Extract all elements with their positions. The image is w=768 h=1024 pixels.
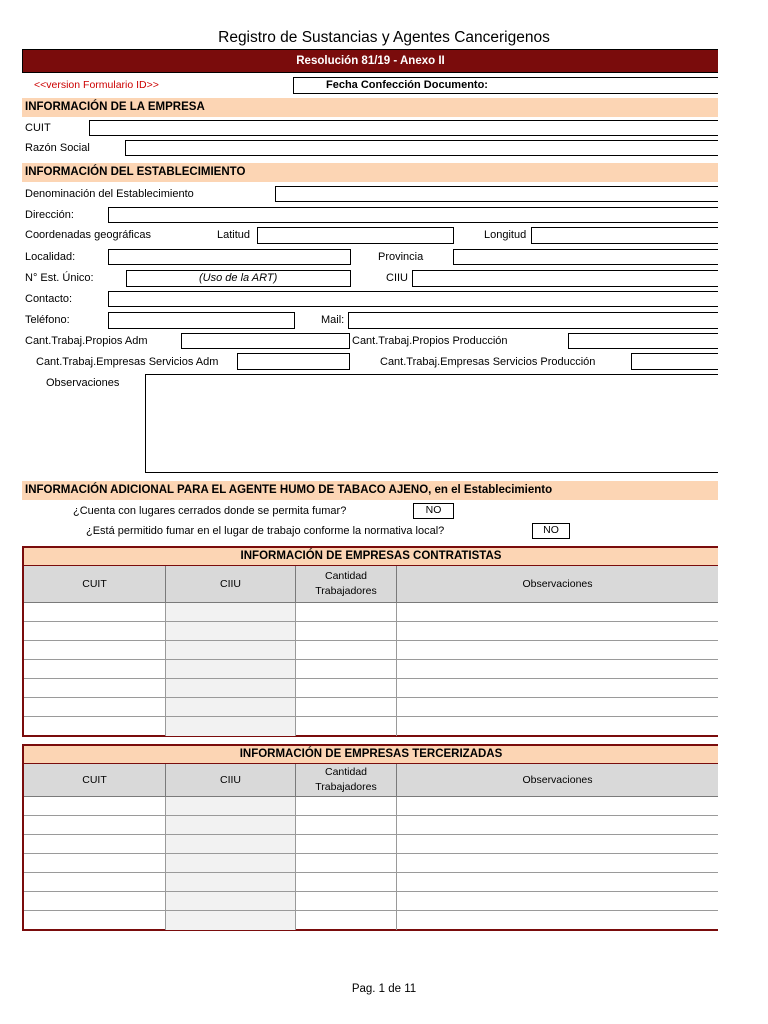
table-cell[interactable]: [296, 717, 397, 736]
coordenadas-label: Coordenadas geográficas: [25, 229, 151, 241]
table-cell[interactable]: [166, 816, 296, 834]
table-row: [24, 603, 718, 622]
table-cell[interactable]: [296, 641, 397, 659]
latitud-input[interactable]: [257, 227, 454, 244]
observaciones-input[interactable]: [145, 374, 718, 473]
longitud-label: Longitud: [484, 229, 527, 241]
table-cell[interactable]: [24, 816, 166, 834]
table-cell[interactable]: [397, 660, 718, 678]
direccion-label: Dirección:: [25, 209, 74, 221]
provincia-label: Provincia: [378, 251, 424, 263]
table-cell[interactable]: [166, 622, 296, 640]
table-cell[interactable]: [166, 911, 296, 930]
table-row: [24, 717, 718, 736]
table-cell[interactable]: [24, 797, 166, 815]
table-cell[interactable]: [166, 698, 296, 716]
table-cell[interactable]: [24, 660, 166, 678]
table-cell[interactable]: [24, 679, 166, 697]
table-row: [24, 797, 718, 816]
servicios-prod-input[interactable]: [631, 353, 718, 370]
table-cell[interactable]: [397, 622, 718, 640]
table-cell[interactable]: [296, 816, 397, 834]
denominacion-label: Denominación del Establecimiento: [25, 188, 194, 200]
col-ciiu: CIIU: [166, 566, 296, 602]
table-cell[interactable]: [397, 717, 718, 736]
fecha-field[interactable]: [293, 77, 718, 94]
table-cell[interactable]: [24, 892, 166, 910]
table-cell[interactable]: [397, 873, 718, 891]
table-cell[interactable]: [166, 797, 296, 815]
table-cell[interactable]: [24, 641, 166, 659]
table-cell[interactable]: [397, 679, 718, 697]
table-cell[interactable]: [397, 854, 718, 872]
ciiu-input[interactable]: [412, 270, 718, 287]
section-empresa: INFORMACIÓN DE LA EMPRESA: [22, 98, 718, 117]
table-cell[interactable]: [166, 873, 296, 891]
table-cell[interactable]: [397, 835, 718, 853]
tercerizadas-table: [22, 744, 718, 931]
table-cell[interactable]: [166, 854, 296, 872]
servicios-adm-input[interactable]: [237, 353, 350, 370]
table-cell[interactable]: [166, 835, 296, 853]
table-cell[interactable]: [24, 717, 166, 736]
mail-input[interactable]: [348, 312, 718, 329]
table-cell[interactable]: [166, 717, 296, 736]
table-cell[interactable]: [296, 873, 397, 891]
servicios-adm-label: Cant.Trabaj.Empresas Servicios Adm: [36, 356, 219, 368]
denominacion-input[interactable]: [275, 186, 718, 202]
cuit-label: CUIT: [25, 122, 51, 134]
col-observaciones: Observaciones: [522, 577, 593, 590]
cuit-input[interactable]: [89, 120, 718, 136]
propios-adm-input[interactable]: [181, 333, 350, 349]
table-cell[interactable]: [166, 679, 296, 697]
table-row: [24, 854, 718, 873]
servicios-prod-label: Cant.Trabaj.Empresas Servicios Producción: [380, 356, 596, 368]
section-establecimiento: INFORMACIÓN DEL ESTABLECIMIENTO: [22, 163, 718, 182]
table-cell[interactable]: [296, 911, 397, 930]
razon-social-input[interactable]: [125, 140, 718, 156]
contratistas-title: INFORMACIÓN DE EMPRESAS CONTRATISTAS: [24, 548, 718, 566]
table-row: [24, 816, 718, 835]
table-cell[interactable]: [24, 873, 166, 891]
table-cell[interactable]: [166, 603, 296, 621]
nest-input[interactable]: [126, 270, 351, 287]
page-number: Pag. 1 de 11: [351, 983, 417, 995]
nest-value: (Uso de la ART): [199, 272, 278, 284]
table-cell[interactable]: [397, 698, 718, 716]
col-cantidad: Cantidad Trabajadores: [296, 566, 397, 602]
table-cell[interactable]: [296, 698, 397, 716]
table-cell[interactable]: [296, 797, 397, 815]
table-cell[interactable]: [296, 892, 397, 910]
table-cell[interactable]: [24, 911, 166, 930]
provincia-input[interactable]: [453, 249, 718, 265]
fecha-label: Fecha Confección Documento:: [326, 79, 488, 91]
version-id: <<version Formulario ID>>: [34, 79, 159, 91]
table-cell[interactable]: [166, 892, 296, 910]
table-row: [24, 641, 718, 660]
tabaco-question-2: ¿Está permitido fumar en el lugar de trabajo conforme la normativa local?: [86, 525, 445, 537]
nest-label: N° Est. Único:: [25, 272, 94, 284]
col-observaciones: Observaciones: [522, 773, 593, 786]
table-cell[interactable]: [296, 854, 397, 872]
localidad-label: Localidad:: [25, 251, 76, 263]
latitud-label: Latitud: [217, 229, 251, 241]
table-cell[interactable]: [166, 660, 296, 678]
table-cell[interactable]: [24, 854, 166, 872]
tabaco-answer-1[interactable]: NO: [413, 503, 454, 519]
col-cantidad: Cantidad Trabajadores: [296, 764, 397, 796]
table-cell[interactable]: [296, 603, 397, 621]
table-cell[interactable]: [24, 622, 166, 640]
observaciones-label: Observaciones: [46, 377, 120, 389]
table-row: [24, 622, 718, 641]
telefono-input[interactable]: [108, 312, 295, 329]
section-tabaco: INFORMACIÓN ADICIONAL PARA EL AGENTE HUMO DE TABACO AJENO, en el Establecimiento: [22, 481, 718, 500]
table-cell[interactable]: [397, 892, 718, 910]
razon-social-label: Razón Social: [25, 142, 90, 154]
ciiu-label: CIIU: [386, 272, 408, 284]
table-cell[interactable]: [296, 835, 397, 853]
table-cell[interactable]: [296, 679, 397, 697]
tabaco-answer-2[interactable]: NO: [532, 523, 570, 539]
telefono-label: Teléfono:: [25, 314, 70, 326]
table-cell[interactable]: [24, 698, 166, 716]
longitud-input[interactable]: [531, 227, 718, 244]
contratistas-table: [22, 546, 718, 737]
propios-adm-label: Cant.Trabaj.Propios Adm: [25, 335, 148, 347]
table-row: [24, 679, 718, 698]
table-cell[interactable]: [24, 835, 166, 853]
col-ciiu: CIIU: [166, 764, 296, 796]
table-row: [24, 873, 718, 892]
table-row: [24, 835, 718, 854]
table-cell[interactable]: [166, 641, 296, 659]
document-title: Registro de Sustancias y Agentes Cancerigenos: [218, 29, 550, 46]
propios-prod-label: Cant.Trabaj.Propios Producción: [352, 335, 508, 347]
contratistas-body: [24, 603, 718, 736]
tercerizadas-title: INFORMACIÓN DE EMPRESAS TERCERIZADAS: [24, 746, 718, 764]
direccion-input[interactable]: [108, 207, 718, 223]
table-cell[interactable]: [397, 641, 718, 659]
contacto-label: Contacto:: [25, 293, 73, 305]
table-row: [24, 911, 718, 930]
table-row: [24, 698, 718, 717]
table-row: [24, 660, 718, 679]
table-cell[interactable]: [397, 603, 718, 621]
tercerizadas-header: [24, 764, 718, 797]
resolution-banner: Resolución 81/19 - Anexo II: [22, 49, 718, 73]
mail-label: Mail:: [321, 314, 345, 326]
tabaco-question-1: ¿Cuenta con lugares cerrados donde se permita fumar?: [73, 505, 347, 517]
col-cuit: CUIT: [24, 566, 166, 602]
table-cell[interactable]: [296, 622, 397, 640]
table-cell[interactable]: [296, 660, 397, 678]
contratistas-header: [24, 566, 718, 603]
table-cell[interactable]: [397, 797, 718, 815]
tercerizadas-body: [24, 797, 718, 930]
col-cuit: CUIT: [24, 764, 166, 796]
table-cell[interactable]: [397, 816, 718, 834]
localidad-input[interactable]: [108, 249, 351, 265]
table-cell[interactable]: [24, 603, 166, 621]
table-cell[interactable]: [397, 911, 718, 930]
table-row: [24, 892, 718, 911]
contacto-input[interactable]: [108, 291, 718, 307]
propios-prod-input[interactable]: [568, 333, 718, 349]
